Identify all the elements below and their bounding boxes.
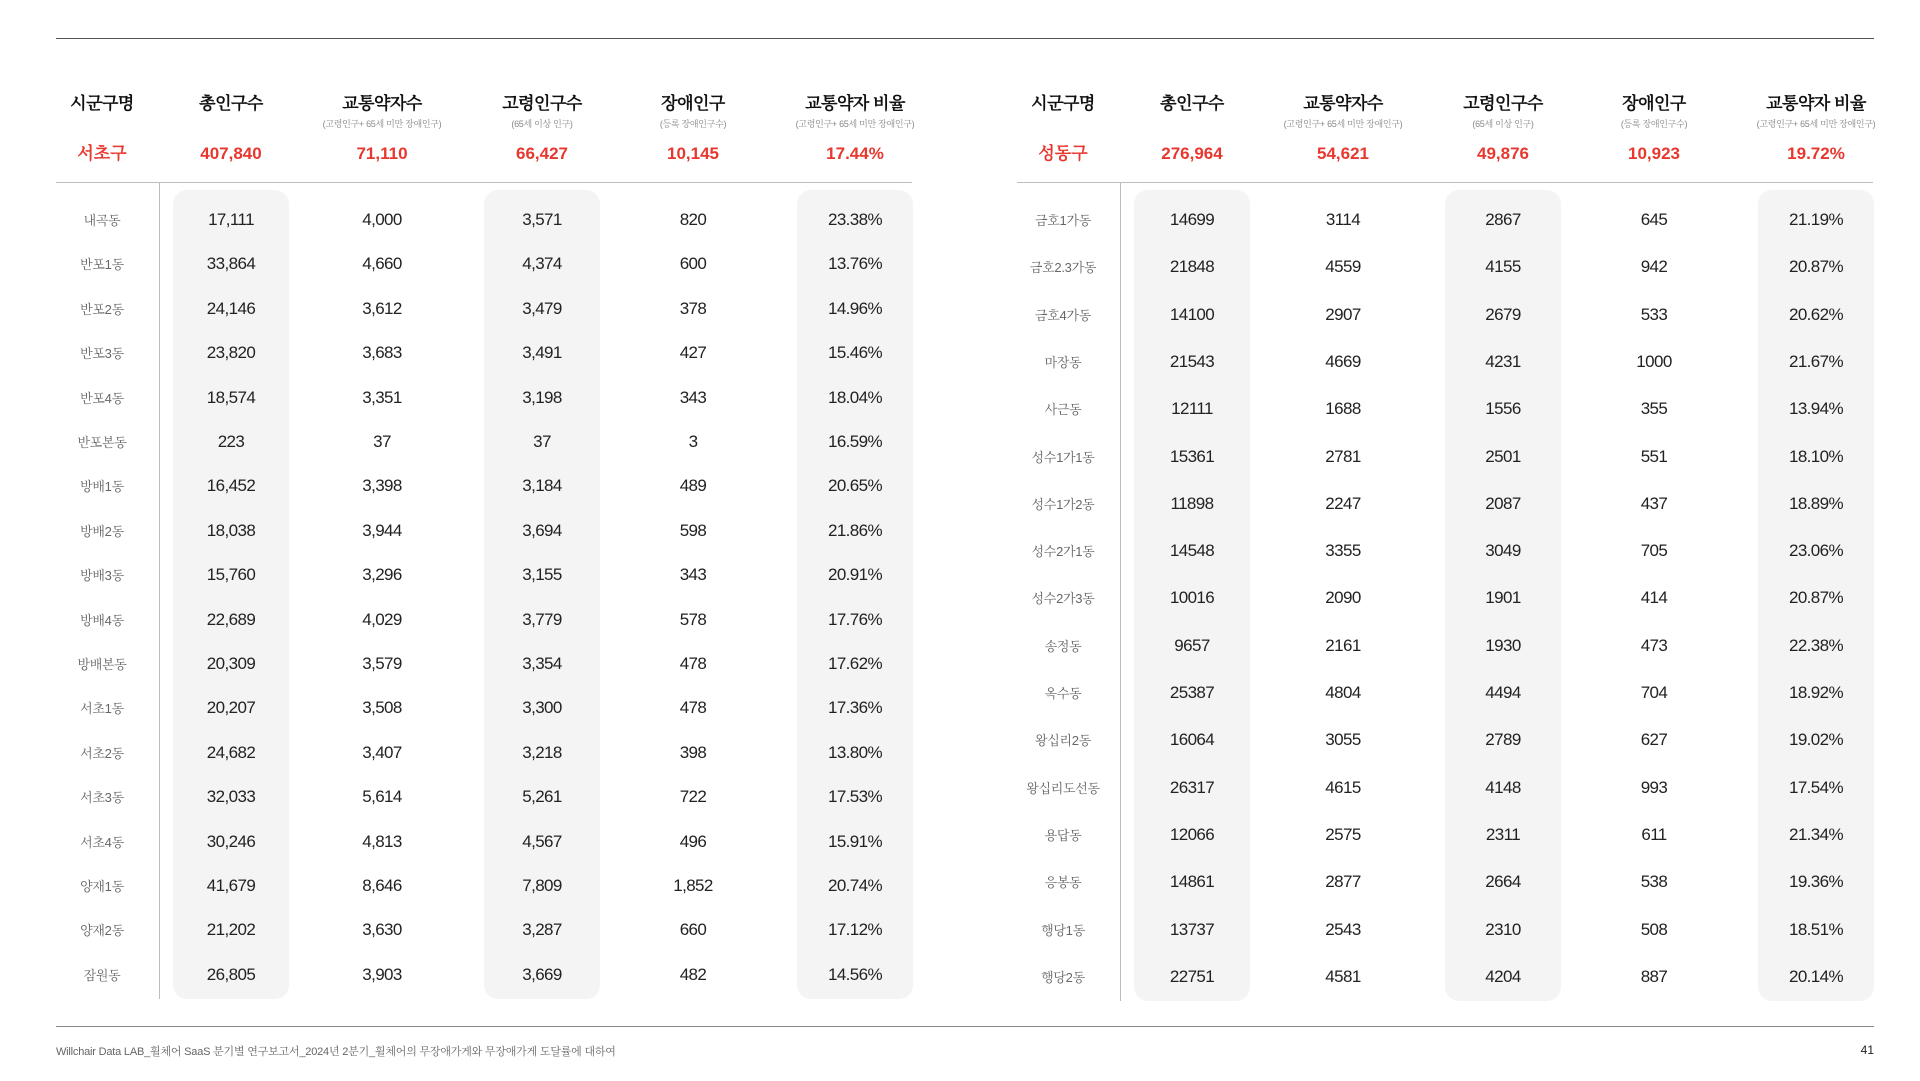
row-mobility-impaired-ratio: 18.92% [1788, 683, 1844, 702]
row-total-population: 9657 [1174, 635, 1210, 655]
row-district-name: 방배1동 [80, 479, 124, 495]
row-mobility-impaired-ratio: 14.96% [827, 298, 883, 318]
row-disabled-population: 478 [679, 698, 707, 718]
row-elderly-population: 2311 [1485, 824, 1521, 844]
row-disabled-population: 627 [1640, 730, 1668, 750]
header-title: 장애인구 [661, 94, 725, 113]
row-mobility-impaired-ratio: 14.56% [827, 964, 883, 984]
row-elderly-population: 1930 [1485, 635, 1521, 655]
total-mobility-impaired: 54,621 [1317, 144, 1369, 163]
row-disabled-population: 820 [679, 210, 707, 229]
row-mobility-impaired: 2247 [1325, 493, 1361, 513]
row-mobility-impaired: 2907 [1325, 304, 1361, 324]
row-district-name: 방배본동 [77, 657, 127, 672]
header-title: 총인구수 [199, 94, 263, 113]
row-district-name: 용답동 [1044, 827, 1082, 843]
row-mobility-impaired-ratio: 17.36% [827, 698, 883, 718]
row-elderly-population: 3,694 [522, 520, 562, 540]
row-mobility-impaired: 2543 [1325, 919, 1361, 939]
row-mobility-impaired: 3,296 [362, 565, 402, 585]
row-mobility-impaired: 3,579 [362, 654, 402, 673]
row-district-name: 왕십리2동 [1035, 733, 1091, 749]
row-mobility-impaired: 4615 [1325, 777, 1361, 797]
row-disabled-population: 598 [679, 520, 707, 540]
row-mobility-impaired: 2090 [1325, 588, 1361, 608]
row-elderly-population: 3,669 [522, 964, 562, 984]
row-elderly-population: 3,198 [522, 387, 562, 407]
row-disabled-population: 705 [1640, 541, 1668, 561]
header-title: 고령인구수 [502, 94, 582, 113]
row-district-name: 금호1가동 [1035, 213, 1091, 228]
row-elderly-population: 3049 [1485, 541, 1521, 561]
row-total-population: 26317 [1169, 777, 1215, 797]
row-elderly-population: 3,779 [522, 609, 562, 629]
row-disabled-population: 355 [1640, 399, 1668, 419]
header-subtitle: (고령인구+ 65세 미만 장애인구) [1283, 119, 1403, 129]
header-total-population [151, 94, 311, 114]
row-mobility-impaired: 3,630 [362, 920, 402, 940]
header-disabled-population [1574, 94, 1734, 130]
row-district-name: 서초3동 [80, 790, 124, 806]
row-disabled-population: 473 [1640, 635, 1668, 655]
row-district-name: 마장동 [1044, 354, 1082, 370]
row-total-population: 24,146 [206, 298, 256, 318]
row-total-population: 14861 [1169, 872, 1215, 892]
row-disabled-population: 1,852 [673, 876, 713, 895]
row-disabled-population: 496 [679, 831, 707, 851]
row-disabled-population: 398 [679, 742, 707, 762]
row-elderly-population: 4494 [1485, 683, 1521, 702]
page-number: 41 [1860, 1043, 1874, 1057]
row-mobility-impaired: 2161 [1325, 635, 1361, 655]
row-district-name: 행당2동 [1041, 969, 1085, 985]
row-total-population: 23,820 [206, 343, 256, 363]
total-disabled-population: 10,145 [667, 144, 719, 163]
row-district-name: 양재1동 [80, 879, 124, 894]
row-mobility-impaired: 1688 [1325, 399, 1361, 419]
header-mobility-impaired-ratio [775, 94, 935, 130]
row-mobility-impaired-ratio: 23.38% [827, 210, 883, 229]
row-disabled-population: 611 [1641, 824, 1667, 844]
row-mobility-impaired-ratio: 15.91% [827, 831, 883, 851]
row-total-population: 22751 [1169, 966, 1215, 986]
header-title: 교통약자 비율 [805, 94, 905, 113]
header-subtitle: (고령인구+ 65세 미만 장애인구) [795, 119, 915, 129]
row-total-population: 14548 [1169, 541, 1215, 561]
row-district-name: 방배3동 [80, 568, 124, 584]
row-district-name: 반포2동 [80, 301, 124, 317]
row-total-population: 21848 [1169, 257, 1215, 277]
row-disabled-population: 489 [679, 476, 707, 496]
row-mobility-impaired-ratio: 19.02% [1788, 730, 1844, 750]
row-elderly-population: 2679 [1485, 304, 1521, 324]
row-elderly-population: 4155 [1485, 257, 1521, 277]
row-district-name: 서초2동 [80, 745, 124, 761]
row-mobility-impaired: 3,398 [362, 476, 402, 496]
row-disabled-population: 722 [679, 787, 707, 807]
header-title: 교통약자수 [1303, 94, 1383, 113]
row-district-name: 반포3동 [80, 346, 124, 362]
row-disabled-population: 942 [1640, 257, 1668, 277]
row-mobility-impaired-ratio: 18.04% [827, 387, 883, 407]
header-title: 교통약자수 [342, 94, 422, 113]
row-disabled-population: 993 [1640, 777, 1668, 797]
row-district-name: 양재2동 [80, 923, 124, 939]
row-total-population: 17,111 [208, 210, 254, 229]
header-mobility-impaired-ratio [1736, 94, 1896, 130]
row-mobility-impaired: 4581 [1325, 966, 1361, 986]
row-elderly-population: 4204 [1485, 966, 1521, 986]
row-total-population: 30,246 [206, 831, 256, 851]
row-mobility-impaired: 3,351 [362, 387, 402, 407]
row-disabled-population: 414 [1640, 588, 1668, 608]
row-elderly-population: 37 [533, 432, 551, 451]
row-district-name: 성수2가3동 [1031, 591, 1095, 607]
row-district-name: 잠원동 [83, 967, 121, 983]
total-disabled-population: 10,923 [1628, 144, 1680, 163]
row-mobility-impaired: 3,508 [362, 698, 402, 718]
row-elderly-population: 3,300 [522, 698, 562, 718]
row-total-population: 18,038 [206, 520, 256, 540]
row-total-population: 33,864 [206, 254, 256, 274]
row-district-name: 왕십리도선동 [1026, 780, 1100, 796]
row-mobility-impaired-ratio: 20.87% [1788, 588, 1844, 608]
row-district-name: 서초1동 [80, 701, 124, 717]
row-elderly-population: 3,354 [522, 654, 562, 673]
row-mobility-impaired: 4,029 [362, 609, 402, 629]
row-elderly-population: 4231 [1485, 351, 1521, 371]
row-elderly-population: 3,479 [522, 298, 562, 318]
row-mobility-impaired-ratio: 20.91% [827, 565, 883, 585]
row-elderly-population: 1556 [1485, 399, 1521, 419]
row-disabled-population: 533 [1640, 304, 1668, 324]
row-district-name: 금호2.3가동 [1029, 260, 1097, 276]
row-disabled-population: 887 [1640, 966, 1668, 986]
row-mobility-impaired-ratio: 13.76% [827, 254, 883, 274]
row-elderly-population: 2501 [1485, 446, 1521, 466]
header-disabled-population [613, 94, 773, 130]
row-mobility-impaired: 2781 [1325, 446, 1361, 466]
row-total-population: 20,309 [206, 654, 256, 673]
row-elderly-population: 2664 [1485, 872, 1521, 892]
row-mobility-impaired-ratio: 13.94% [1788, 399, 1844, 419]
row-mobility-impaired: 4,813 [362, 831, 402, 851]
row-elderly-population: 3,287 [522, 920, 562, 940]
row-total-population: 24,682 [206, 742, 256, 762]
row-total-population: 26,805 [206, 964, 256, 984]
row-mobility-impaired: 4559 [1325, 257, 1361, 277]
header-title: 장애인구 [1622, 94, 1686, 113]
row-mobility-impaired-ratio: 18.10% [1788, 446, 1844, 466]
row-mobility-impaired-ratio: 18.51% [1788, 919, 1844, 939]
header-elderly-population [1423, 94, 1583, 130]
row-elderly-population: 2867 [1485, 210, 1521, 229]
row-mobility-impaired-ratio: 17.12% [827, 920, 883, 940]
row-total-population: 12111 [1171, 399, 1213, 419]
row-mobility-impaired-ratio: 17.62% [827, 654, 883, 673]
row-mobility-impaired-ratio: 13.80% [827, 742, 883, 762]
row-mobility-impaired: 3,683 [362, 343, 402, 363]
row-mobility-impaired-ratio: 20.65% [827, 476, 883, 496]
total-elderly-population: 49,876 [1477, 144, 1529, 163]
row-total-population: 41,679 [206, 876, 256, 895]
row-mobility-impaired-ratio: 19.36% [1788, 872, 1844, 892]
row-elderly-population: 3,491 [522, 343, 562, 363]
header-subtitle: (고령인구+ 65세 미만 장애인구) [1756, 119, 1876, 129]
row-mobility-impaired: 4804 [1325, 683, 1361, 702]
row-mobility-impaired-ratio: 21.34% [1788, 824, 1844, 844]
header-subtitle: (65세 이상 인구) [1472, 119, 1534, 129]
header-title: 시군구명 [1031, 94, 1095, 113]
header-subtitle: (65세 이상 인구) [511, 119, 573, 129]
row-disabled-population: 538 [1640, 872, 1668, 892]
row-district-name: 내곡동 [83, 213, 121, 228]
row-mobility-impaired: 3055 [1325, 730, 1361, 750]
row-disabled-population: 578 [679, 609, 707, 629]
row-mobility-impaired-ratio: 20.14% [1788, 966, 1844, 986]
header-elderly-population [462, 94, 622, 130]
row-disabled-population: 343 [679, 387, 707, 407]
header-mobility-impaired [302, 94, 462, 130]
total-mobility-impaired-ratio: 19.72% [1787, 144, 1845, 163]
header-divider [1017, 182, 1873, 183]
row-mobility-impaired-ratio: 16.59% [827, 432, 883, 451]
row-mobility-impaired: 3,944 [362, 520, 402, 540]
header-title: 고령인구수 [1463, 94, 1543, 113]
row-total-population: 12066 [1169, 824, 1215, 844]
row-district-name: 성수1가2동 [1031, 496, 1095, 512]
header-subtitle: (등록 장애인구수) [659, 119, 727, 129]
row-total-population: 32,033 [206, 787, 256, 807]
row-mobility-impaired: 8,646 [362, 876, 402, 895]
row-mobility-impaired: 37 [373, 432, 391, 451]
row-mobility-impaired: 2877 [1325, 872, 1361, 892]
row-district-name: 반포4동 [80, 390, 124, 406]
row-disabled-population: 3 [688, 432, 698, 451]
row-disabled-population: 378 [679, 298, 707, 318]
total-elderly-population: 66,427 [516, 144, 568, 163]
row-total-population: 11898 [1170, 493, 1214, 513]
row-elderly-population: 5,261 [522, 787, 562, 807]
row-disabled-population: 1000 [1636, 351, 1672, 371]
row-disabled-population: 343 [679, 565, 707, 585]
header-title: 총인구수 [1160, 94, 1224, 113]
row-district-name: 방배4동 [80, 612, 124, 628]
total-mobility-impaired-ratio: 17.44% [826, 144, 884, 163]
row-total-population: 13737 [1169, 919, 1215, 939]
row-mobility-impaired-ratio: 20.87% [1788, 257, 1844, 277]
total-district: 성동구 [1038, 144, 1088, 163]
row-total-population: 21,202 [206, 920, 256, 940]
row-disabled-population: 600 [679, 254, 707, 274]
row-disabled-population: 704 [1640, 683, 1668, 702]
row-total-population: 10016 [1169, 588, 1215, 608]
total-district: 서초구 [77, 144, 127, 163]
header-title: 교통약자 비율 [1766, 94, 1866, 113]
row-district-name: 송정동 [1044, 638, 1082, 654]
total-mobility-impaired: 71,110 [356, 144, 408, 163]
row-total-population: 15361 [1169, 446, 1215, 466]
row-mobility-impaired: 2575 [1325, 824, 1361, 844]
row-mobility-impaired-ratio: 17.76% [827, 609, 883, 629]
row-mobility-impaired: 3114 [1325, 210, 1361, 229]
row-mobility-impaired-ratio: 23.06% [1788, 541, 1844, 561]
row-district-name: 방배2동 [80, 523, 124, 539]
row-mobility-impaired: 4,660 [362, 254, 402, 274]
row-mobility-impaired: 4,000 [362, 210, 402, 229]
top-rule [56, 38, 1874, 39]
row-disabled-population: 645 [1640, 210, 1668, 229]
total-total-population: 276,964 [1161, 144, 1223, 163]
row-mobility-impaired: 3,407 [362, 742, 402, 762]
row-disabled-population: 660 [679, 920, 707, 940]
row-elderly-population: 4,567 [522, 831, 562, 851]
row-total-population: 16064 [1169, 730, 1215, 750]
row-total-population: 16,452 [206, 476, 256, 496]
row-elderly-population: 4,374 [522, 254, 562, 274]
row-mobility-impaired-ratio: 17.54% [1788, 777, 1844, 797]
row-mobility-impaired-ratio: 20.62% [1788, 304, 1844, 324]
row-district-name: 반포본동 [77, 435, 127, 450]
row-mobility-impaired-ratio: 17.53% [827, 787, 883, 807]
row-mobility-impaired-ratio: 21.86% [827, 520, 883, 540]
header-subtitle: (등록 장애인구수) [1620, 119, 1688, 129]
row-disabled-population: 482 [679, 964, 707, 984]
row-disabled-population: 437 [1640, 493, 1668, 513]
row-district-name: 성수2가1동 [1031, 544, 1095, 560]
row-total-population: 18,574 [206, 387, 256, 407]
row-elderly-population: 2310 [1485, 919, 1521, 939]
row-elderly-population: 3,155 [522, 565, 562, 585]
row-mobility-impaired: 3,903 [362, 964, 402, 984]
row-mobility-impaired-ratio: 22.38% [1788, 635, 1844, 655]
row-total-population: 223 [217, 432, 245, 451]
row-disabled-population: 551 [1640, 446, 1668, 466]
footer-title: Willchair Data LAB_휠체어 SaaS 분기별 연구보고서_2024년 2분기_휠체어의 무장애가게와 무장애가게 도달률에 대하여 [56, 1046, 616, 1058]
row-elderly-population: 2789 [1485, 730, 1521, 750]
row-district-name: 행당1동 [1041, 922, 1085, 938]
row-total-population: 15,760 [206, 565, 256, 585]
row-total-population: 22,689 [206, 609, 256, 629]
row-mobility-impaired-ratio: 21.67% [1788, 351, 1844, 371]
row-mobility-impaired-ratio: 21.19% [1788, 210, 1844, 229]
row-disabled-population: 427 [679, 343, 707, 363]
row-mobility-impaired-ratio: 15.46% [827, 343, 883, 363]
row-mobility-impaired: 5,614 [362, 787, 402, 807]
row-district-name: 반포1동 [80, 257, 124, 273]
header-divider [56, 182, 912, 183]
header-total-population [1112, 94, 1272, 114]
row-total-population: 14100 [1169, 304, 1215, 324]
row-mobility-impaired: 4669 [1325, 351, 1361, 371]
row-district-name: 응봉동 [1044, 875, 1082, 891]
row-mobility-impaired: 3355 [1325, 541, 1361, 561]
row-elderly-population: 4148 [1485, 777, 1521, 797]
row-total-population: 21543 [1169, 351, 1215, 371]
row-disabled-population: 478 [679, 654, 707, 673]
header-title: 시군구명 [70, 94, 134, 113]
header-mobility-impaired [1263, 94, 1423, 130]
row-disabled-population: 508 [1640, 919, 1668, 939]
row-district-name: 성수1가1동 [1031, 449, 1095, 465]
total-total-population: 407,840 [200, 144, 262, 163]
row-elderly-population: 3,184 [522, 476, 562, 496]
row-district-name: 서초4동 [80, 834, 124, 850]
row-elderly-population: 1901 [1485, 588, 1521, 608]
header-subtitle: (고령인구+ 65세 미만 장애인구) [322, 119, 442, 129]
row-elderly-population: 3,571 [522, 210, 562, 229]
row-district-name: 사근동 [1044, 402, 1082, 418]
row-mobility-impaired-ratio: 20.74% [827, 876, 883, 895]
row-total-population: 25387 [1169, 683, 1215, 702]
row-district-name: 옥수동 [1044, 686, 1082, 701]
row-total-population: 20,207 [206, 698, 256, 718]
row-district-name: 금호4가동 [1035, 307, 1091, 323]
bottom-rule [56, 1026, 1874, 1027]
row-mobility-impaired-ratio: 18.89% [1788, 493, 1844, 513]
row-elderly-population: 3,218 [522, 742, 562, 762]
row-elderly-population: 2087 [1485, 493, 1521, 513]
row-mobility-impaired: 3,612 [362, 298, 402, 318]
row-elderly-population: 7,809 [522, 876, 562, 895]
row-total-population: 14699 [1169, 210, 1215, 229]
